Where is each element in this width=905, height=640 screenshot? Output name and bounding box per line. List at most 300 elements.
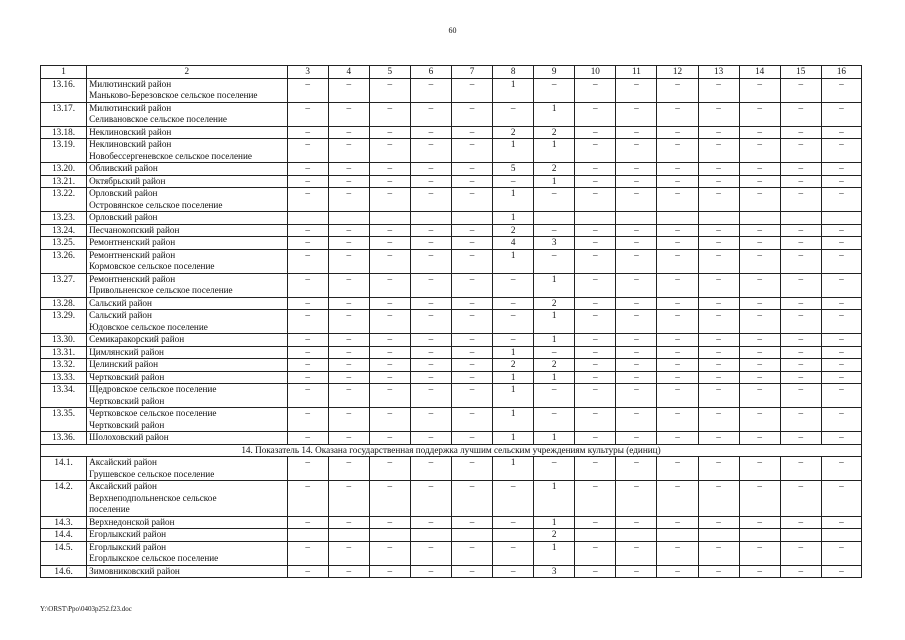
value-cell: – [821, 408, 861, 432]
value-cell: – [698, 432, 739, 445]
value-cell: – [410, 297, 451, 310]
district-name [87, 237, 287, 250]
value-cell: – [328, 139, 369, 163]
value-cell: – [739, 126, 780, 139]
row-number: 13.26. [41, 249, 87, 273]
value-cell: – [657, 297, 698, 310]
district-name-line: Шолоховский район [89, 432, 169, 442]
value-cell: – [328, 384, 369, 408]
value-cell: – [821, 481, 861, 517]
value-cell: – [780, 163, 821, 176]
value-cell: – [821, 163, 861, 176]
value-cell: – [369, 541, 410, 565]
table-row [41, 249, 862, 273]
district-name [87, 346, 287, 359]
value-cell: 1 [534, 175, 575, 188]
value-cell: – [410, 384, 451, 408]
value-cell: – [698, 188, 739, 212]
value-cell: 1 [493, 188, 534, 212]
district-name [87, 334, 287, 347]
value-cell: – [780, 273, 821, 297]
value-cell: – [739, 384, 780, 408]
district-name-line: Чертковский район [89, 419, 165, 430]
value-cell: – [657, 249, 698, 273]
value-cell: 3 [534, 565, 575, 578]
value-cell: – [616, 371, 657, 384]
value-cell: 5 [493, 163, 534, 176]
value-cell: – [780, 310, 821, 334]
district-name-line: Аксайский район [89, 457, 157, 467]
district-name-line: Привольненское сельское поселение [89, 285, 233, 295]
value-cell: – [657, 310, 698, 334]
value-cell [451, 212, 492, 225]
value-cell: – [534, 224, 575, 237]
value-cell: – [780, 516, 821, 529]
value-cell: – [616, 432, 657, 445]
value-cell: – [698, 359, 739, 372]
value-cell [575, 529, 616, 542]
value-cell [657, 529, 698, 542]
district-name-line: Маньково-Березовское сельское поселение [89, 90, 258, 100]
value-cell: – [657, 565, 698, 578]
value-cell: – [287, 334, 328, 347]
value-cell [616, 212, 657, 225]
value-cell: 1 [493, 212, 534, 225]
row-number: 13.27. [41, 273, 87, 297]
value-cell: – [534, 346, 575, 359]
value-cell: – [451, 102, 492, 126]
value-cell: – [657, 78, 698, 102]
value-cell: – [328, 457, 369, 481]
value-cell: – [739, 432, 780, 445]
district-name-line: Обливский район [89, 163, 158, 173]
value-cell: – [369, 188, 410, 212]
header-cell: 9 [534, 66, 575, 79]
value-cell: – [410, 249, 451, 273]
value-cell: – [657, 102, 698, 126]
value-cell: – [451, 408, 492, 432]
row-number: 13.30. [41, 334, 87, 347]
value-cell: 1 [534, 139, 575, 163]
value-cell: – [328, 188, 369, 212]
value-cell: – [328, 516, 369, 529]
value-cell: – [369, 334, 410, 347]
value-cell: – [410, 541, 451, 565]
value-cell: – [575, 371, 616, 384]
value-cell: – [657, 175, 698, 188]
value-cell: – [451, 126, 492, 139]
value-cell: – [369, 102, 410, 126]
value-cell: – [493, 297, 534, 310]
value-cell: – [328, 249, 369, 273]
value-cell: – [287, 78, 328, 102]
district-name-line: Сальский район [89, 297, 152, 308]
value-cell: – [821, 224, 861, 237]
value-cell: – [698, 565, 739, 578]
value-cell: – [328, 481, 369, 517]
value-cell: – [616, 359, 657, 372]
value-cell: – [657, 334, 698, 347]
value-cell [616, 529, 657, 542]
value-cell: – [616, 346, 657, 359]
value-cell: – [493, 565, 534, 578]
district-name [87, 212, 287, 225]
value-cell: – [780, 346, 821, 359]
value-cell: – [493, 516, 534, 529]
value-cell: 2 [534, 163, 575, 176]
value-cell: – [739, 516, 780, 529]
value-cell: – [493, 541, 534, 565]
value-cell: – [410, 565, 451, 578]
district-name [87, 175, 287, 188]
value-cell: – [328, 126, 369, 139]
value-cell: 1 [493, 346, 534, 359]
district-name-line: Верхнеподпольненское сельское [89, 492, 217, 503]
value-cell: – [410, 346, 451, 359]
file-path-footer: Y:\ORST\Ppo\0403p252.f23.doc [40, 605, 132, 613]
district-name [87, 565, 287, 578]
row-number: 13.19. [41, 139, 87, 163]
row-number: 13.23. [41, 212, 87, 225]
value-cell: – [287, 481, 328, 517]
value-cell: – [534, 78, 575, 102]
value-cell: – [287, 224, 328, 237]
value-cell [328, 529, 369, 542]
value-cell [410, 529, 451, 542]
value-cell: – [410, 310, 451, 334]
value-cell [821, 529, 861, 542]
district-name [87, 408, 287, 432]
value-cell: – [575, 139, 616, 163]
value-cell [493, 529, 534, 542]
district-name [87, 541, 287, 565]
table-row [41, 384, 862, 408]
value-cell: – [821, 432, 861, 445]
value-cell: – [575, 78, 616, 102]
district-name [87, 529, 287, 542]
value-cell: – [287, 139, 328, 163]
value-cell: – [616, 224, 657, 237]
value-cell: – [657, 408, 698, 432]
row-number: 14.1. [41, 457, 87, 481]
district-name [87, 78, 287, 102]
district-name [87, 384, 287, 408]
data-table [40, 65, 862, 578]
value-cell: – [780, 334, 821, 347]
value-cell: – [616, 249, 657, 273]
value-cell: – [451, 297, 492, 310]
value-cell: – [698, 139, 739, 163]
row-number: 13.22. [41, 188, 87, 212]
value-cell: – [739, 188, 780, 212]
district-name-line: Ремонтненский район [89, 273, 176, 284]
value-cell: – [575, 237, 616, 250]
row-number: 13.36. [41, 432, 87, 445]
district-name-line: Зимовниковский район [89, 565, 180, 576]
district-name [87, 224, 287, 237]
district-name-line: Целинский район [89, 359, 159, 369]
value-cell: 2 [493, 126, 534, 139]
header-cell: 6 [410, 66, 451, 79]
value-cell: – [410, 516, 451, 529]
district-name-line: Милютинский район [89, 102, 172, 113]
value-cell: – [575, 384, 616, 408]
value-cell: – [410, 273, 451, 297]
value-cell: – [616, 102, 657, 126]
value-cell: – [698, 346, 739, 359]
section-title: 14. Показатель 14. Оказана государственная поддержка лучшим сельским учреждениям культуры (единиц) [41, 444, 862, 457]
district-name-line: Ремонтненский район [89, 237, 176, 247]
value-cell: – [451, 346, 492, 359]
row-number: 13.33. [41, 371, 87, 384]
table-row [41, 78, 862, 102]
value-cell: 1 [493, 408, 534, 432]
value-cell: – [698, 297, 739, 310]
value-cell: – [657, 237, 698, 250]
table-row [41, 310, 862, 334]
value-cell: – [739, 408, 780, 432]
value-cell: – [739, 175, 780, 188]
district-name [87, 163, 287, 176]
value-cell: 1 [493, 139, 534, 163]
district-name-line: Егорлыкский район [89, 529, 167, 539]
value-cell: – [410, 334, 451, 347]
district-name-line: Цимлянский район [89, 346, 164, 357]
value-cell: – [780, 78, 821, 102]
value-cell: – [410, 175, 451, 188]
value-cell: – [369, 163, 410, 176]
value-cell: – [493, 102, 534, 126]
district-name [87, 432, 287, 445]
value-cell: – [739, 237, 780, 250]
value-cell: 3 [534, 237, 575, 250]
value-cell: – [821, 175, 861, 188]
value-cell: – [657, 481, 698, 517]
value-cell [821, 212, 861, 225]
district-name [87, 273, 287, 297]
header-cell: 2 [87, 66, 287, 79]
header-cell: 11 [616, 66, 657, 79]
value-cell: – [369, 249, 410, 273]
value-cell: – [821, 102, 861, 126]
value-cell: – [328, 224, 369, 237]
district-name-line: Орловский район [89, 212, 158, 222]
district-name [87, 359, 287, 372]
value-cell: – [821, 139, 861, 163]
value-cell: – [739, 457, 780, 481]
value-cell: – [493, 334, 534, 347]
value-cell: – [739, 565, 780, 578]
value-cell: – [451, 78, 492, 102]
value-cell: – [451, 139, 492, 163]
table-row [41, 163, 862, 176]
value-cell [369, 529, 410, 542]
value-cell: – [575, 310, 616, 334]
value-cell: 4 [493, 237, 534, 250]
value-cell: – [739, 224, 780, 237]
value-cell: – [575, 334, 616, 347]
value-cell: – [575, 249, 616, 273]
header-cell: 10 [575, 66, 616, 79]
value-cell: – [698, 541, 739, 565]
value-cell: – [821, 126, 861, 139]
value-cell: – [657, 541, 698, 565]
value-cell: 2 [534, 529, 575, 542]
table-row [41, 432, 862, 445]
row-number: 13.25. [41, 237, 87, 250]
value-cell: – [698, 273, 739, 297]
value-cell: – [739, 481, 780, 517]
row-number: 14.5. [41, 541, 87, 565]
value-cell: 1 [534, 481, 575, 517]
value-cell: – [451, 541, 492, 565]
table-row [41, 359, 862, 372]
row-number: 13.16. [41, 78, 87, 102]
district-name-line: Новобессергеневское сельское поселение [89, 150, 252, 161]
table-row [41, 565, 862, 578]
value-cell: 1 [493, 384, 534, 408]
value-cell: – [575, 163, 616, 176]
value-cell: – [328, 310, 369, 334]
district-name-line: Семикаракорский район [89, 334, 185, 344]
value-cell: – [451, 457, 492, 481]
value-cell: – [369, 384, 410, 408]
value-cell: – [575, 297, 616, 310]
value-cell [287, 212, 328, 225]
value-cell: – [698, 126, 739, 139]
value-cell: – [616, 384, 657, 408]
value-cell [328, 212, 369, 225]
district-name [87, 126, 287, 139]
value-cell: – [616, 310, 657, 334]
header-cell: 13 [698, 66, 739, 79]
table-row [41, 457, 862, 481]
value-cell: – [698, 78, 739, 102]
value-cell: – [287, 273, 328, 297]
value-cell: – [410, 237, 451, 250]
value-cell: 1 [534, 371, 575, 384]
value-cell: – [287, 359, 328, 372]
value-cell: – [616, 541, 657, 565]
table-row [41, 139, 862, 163]
value-cell: – [780, 237, 821, 250]
value-cell: – [369, 359, 410, 372]
value-cell: – [451, 249, 492, 273]
header-cell: 12 [657, 66, 698, 79]
value-cell: – [369, 273, 410, 297]
value-cell: – [328, 273, 369, 297]
value-cell: – [328, 78, 369, 102]
value-cell [698, 529, 739, 542]
value-cell: 1 [534, 516, 575, 529]
section-row [41, 444, 862, 457]
value-cell: 1 [534, 432, 575, 445]
value-cell: – [698, 371, 739, 384]
value-cell: – [328, 371, 369, 384]
row-number: 13.34. [41, 384, 87, 408]
value-cell [534, 212, 575, 225]
value-cell: – [821, 565, 861, 578]
row-number: 13.18. [41, 126, 87, 139]
table-row [41, 408, 862, 432]
district-name-line: Чертковский район [89, 395, 165, 406]
value-cell: – [657, 224, 698, 237]
value-cell: – [657, 346, 698, 359]
value-cell [410, 212, 451, 225]
value-cell: – [575, 126, 616, 139]
value-cell: – [575, 273, 616, 297]
value-cell: – [369, 457, 410, 481]
value-cell: – [575, 541, 616, 565]
value-cell: – [328, 432, 369, 445]
value-cell: – [821, 384, 861, 408]
value-cell: 1 [534, 334, 575, 347]
value-cell: – [575, 432, 616, 445]
district-name [87, 516, 287, 529]
value-cell: – [739, 163, 780, 176]
value-cell: – [821, 249, 861, 273]
value-cell: – [287, 541, 328, 565]
table-row [41, 541, 862, 565]
district-name-line: Аксайский район [89, 481, 157, 491]
value-cell: – [575, 102, 616, 126]
value-cell: 2 [534, 126, 575, 139]
value-cell: – [287, 371, 328, 384]
value-cell: – [287, 126, 328, 139]
table-row [41, 188, 862, 212]
value-cell: – [410, 481, 451, 517]
value-cell: – [451, 224, 492, 237]
value-cell: – [287, 163, 328, 176]
value-cell: – [739, 78, 780, 102]
value-cell: – [328, 297, 369, 310]
value-cell: – [369, 237, 410, 250]
value-cell: – [451, 188, 492, 212]
value-cell: – [287, 310, 328, 334]
value-cell: – [287, 432, 328, 445]
value-cell: – [821, 457, 861, 481]
value-cell: – [451, 432, 492, 445]
district-name-line: Чертковский район [89, 371, 165, 382]
row-number: 14.4. [41, 529, 87, 542]
value-cell: – [328, 408, 369, 432]
district-name [87, 188, 287, 212]
value-cell: – [451, 516, 492, 529]
header-cell: 15 [780, 66, 821, 79]
district-name-line: Егорлыкское сельское поселение [89, 553, 219, 563]
value-cell: – [657, 371, 698, 384]
table-row [41, 212, 862, 225]
value-cell: – [657, 432, 698, 445]
district-name-line: Юдовское сельское поселение [89, 321, 208, 332]
value-cell: – [657, 384, 698, 408]
header-row [41, 66, 862, 79]
value-cell: – [534, 384, 575, 408]
value-cell: 1 [493, 457, 534, 481]
value-cell: – [780, 297, 821, 310]
table-row [41, 102, 862, 126]
value-cell: – [328, 541, 369, 565]
value-cell: – [821, 541, 861, 565]
district-name-line: Неклиновский район [89, 126, 172, 137]
value-cell: 1 [534, 102, 575, 126]
district-name [87, 457, 287, 481]
value-cell: – [328, 565, 369, 578]
row-number: 13.24. [41, 224, 87, 237]
value-cell: – [410, 457, 451, 481]
value-cell: – [369, 126, 410, 139]
value-cell: – [369, 310, 410, 334]
